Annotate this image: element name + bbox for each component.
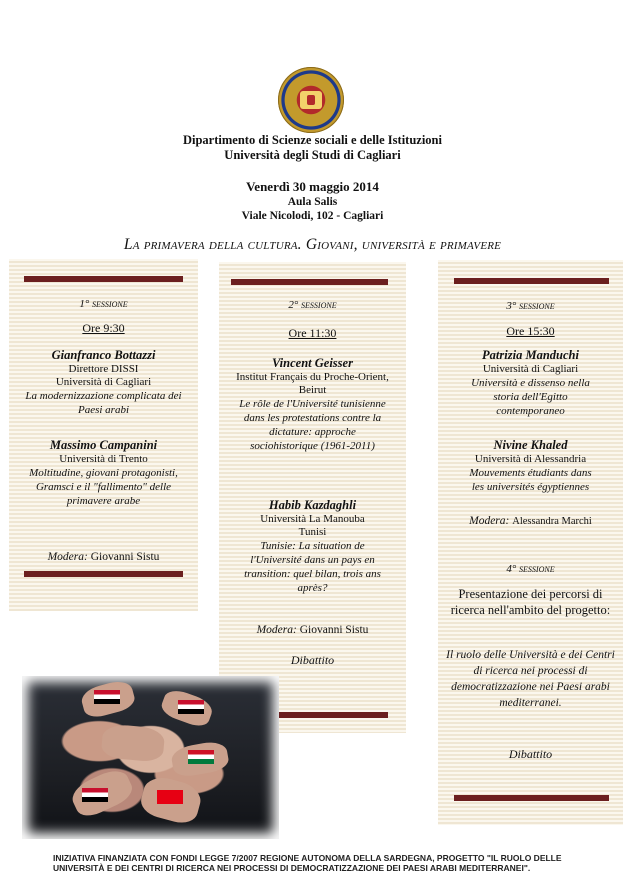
- speaker-name: Gianfranco Bottazzi: [51, 348, 156, 362]
- speaker-name: Patrizia Manduchi: [482, 348, 579, 362]
- speaker-block: [13, 437, 194, 508]
- talk-title: La modernizzazione complicata dei Paesi arabi: [25, 390, 182, 416]
- speaker-affiliation: Università di Trento: [59, 453, 148, 465]
- event-date: Venerdì 30 maggio 2014: [246, 179, 379, 194]
- speaker-affiliation: Università di Alessandria: [474, 453, 587, 465]
- speaker-affiliation: Institut Français du Proche-Orient, Beirut: [236, 371, 389, 396]
- event-title: La primavera della cultura. Giovani, università e primavere: [123, 236, 502, 253]
- department-name: Dipartimento di Scienze sociali e delle Istituzioni: [182, 133, 442, 147]
- talk-title: Università e dissenso nella storia dell'Egitto contemporaneo: [471, 377, 590, 417]
- event-address: Viale Nicolodi, 102 - Cagliari: [241, 210, 384, 222]
- project-title: Il ruolo delle Università e dei Centri di ricerca nei processi di democratizzazione nei Paesi arabi mediterranei.: [446, 649, 615, 709]
- divider-bar: [454, 278, 609, 284]
- session-3-column: [438, 260, 623, 825]
- divider-bar: [454, 795, 609, 801]
- speaker-affiliation: Direttore DISSI: [68, 363, 139, 375]
- speaker-block: [442, 437, 619, 494]
- moderator: Modera: Giovanni Sistu: [256, 624, 369, 636]
- session-label: 2° sessione: [288, 299, 337, 311]
- moderator: Modera: Giovanni Sistu: [47, 551, 160, 563]
- speaker-name: Habib Kazdaghli: [268, 498, 357, 512]
- session-4-label: 4° sessione: [506, 563, 555, 575]
- speaker-name: Vincent Geisser: [272, 356, 353, 370]
- raised-hands-photo: [22, 676, 279, 839]
- talk-title: Tunisie: La situation de l'Université dans un pays en transition: quel bilan, trois ans après?: [244, 540, 381, 594]
- moderator: Modera: Alessandra Marchi: [469, 515, 592, 527]
- speaker-affiliation: Università La Manouba: [260, 513, 365, 525]
- speaker-block: [442, 347, 619, 418]
- session-label: 1° sessione: [79, 298, 128, 310]
- funding-note: INIZIATIVA FINANZIATA CON FONDI LEGGE 7/2007 REGIONE AUTONOMA DELLA SARDEGNA, PROGETTO "IL RUOLO DELLE UNIVERSITÀ E DEI CENTRI DI RICERCA NEI PROCESSI DI DEMOCRATIZZAZIONE DEI PAESI ARABI MEDITERRANEI".: [53, 853, 562, 873]
- talk-title: Mouvements étudiants dans les universités égyptiennes: [469, 467, 592, 493]
- speaker-affiliation: Università di Cagliari: [55, 376, 152, 388]
- divider-bar: [231, 279, 388, 285]
- session-time: Ore 15:30: [506, 324, 555, 338]
- divider-bar: [24, 571, 183, 577]
- university-name: Università degli Studi di Cagliari: [224, 148, 401, 162]
- session-time: Ore 9:30: [82, 321, 125, 335]
- session-time: Ore 11:30: [288, 326, 337, 340]
- talk-title: Le rôle de l'Université tunisienne dans les protestations contre la dictature: approche sociohistorique (1961-2011): [239, 398, 386, 452]
- presentation-text: Presentazione dei percorsi di ricerca nell'ambito del progetto:: [450, 587, 611, 617]
- department-heading: [0, 133, 625, 163]
- debate-label: Dibattito: [508, 747, 553, 761]
- speaker-name: Nivine Khaled: [493, 438, 568, 452]
- speaker-block: [223, 497, 402, 595]
- event-room: Aula Salis: [287, 196, 338, 208]
- speaker-block: [13, 347, 194, 417]
- speaker-affiliation: Università di Cagliari: [482, 363, 579, 375]
- divider-bar: [24, 276, 183, 282]
- session-label: 3° sessione: [506, 300, 555, 312]
- session-1-column: [9, 259, 198, 611]
- session-2-column: [219, 262, 406, 733]
- speaker-affiliation: Tunisi: [298, 526, 327, 538]
- speaker-name: Massimo Campanini: [49, 438, 158, 452]
- university-seal-logo: [278, 67, 344, 133]
- talk-title: Moltitudine, giovani protagonisti, Gramsci e il "fallimento" delle primavere arabe: [29, 467, 178, 507]
- speaker-block: [223, 355, 402, 453]
- debate-label: Dibattito: [290, 653, 335, 667]
